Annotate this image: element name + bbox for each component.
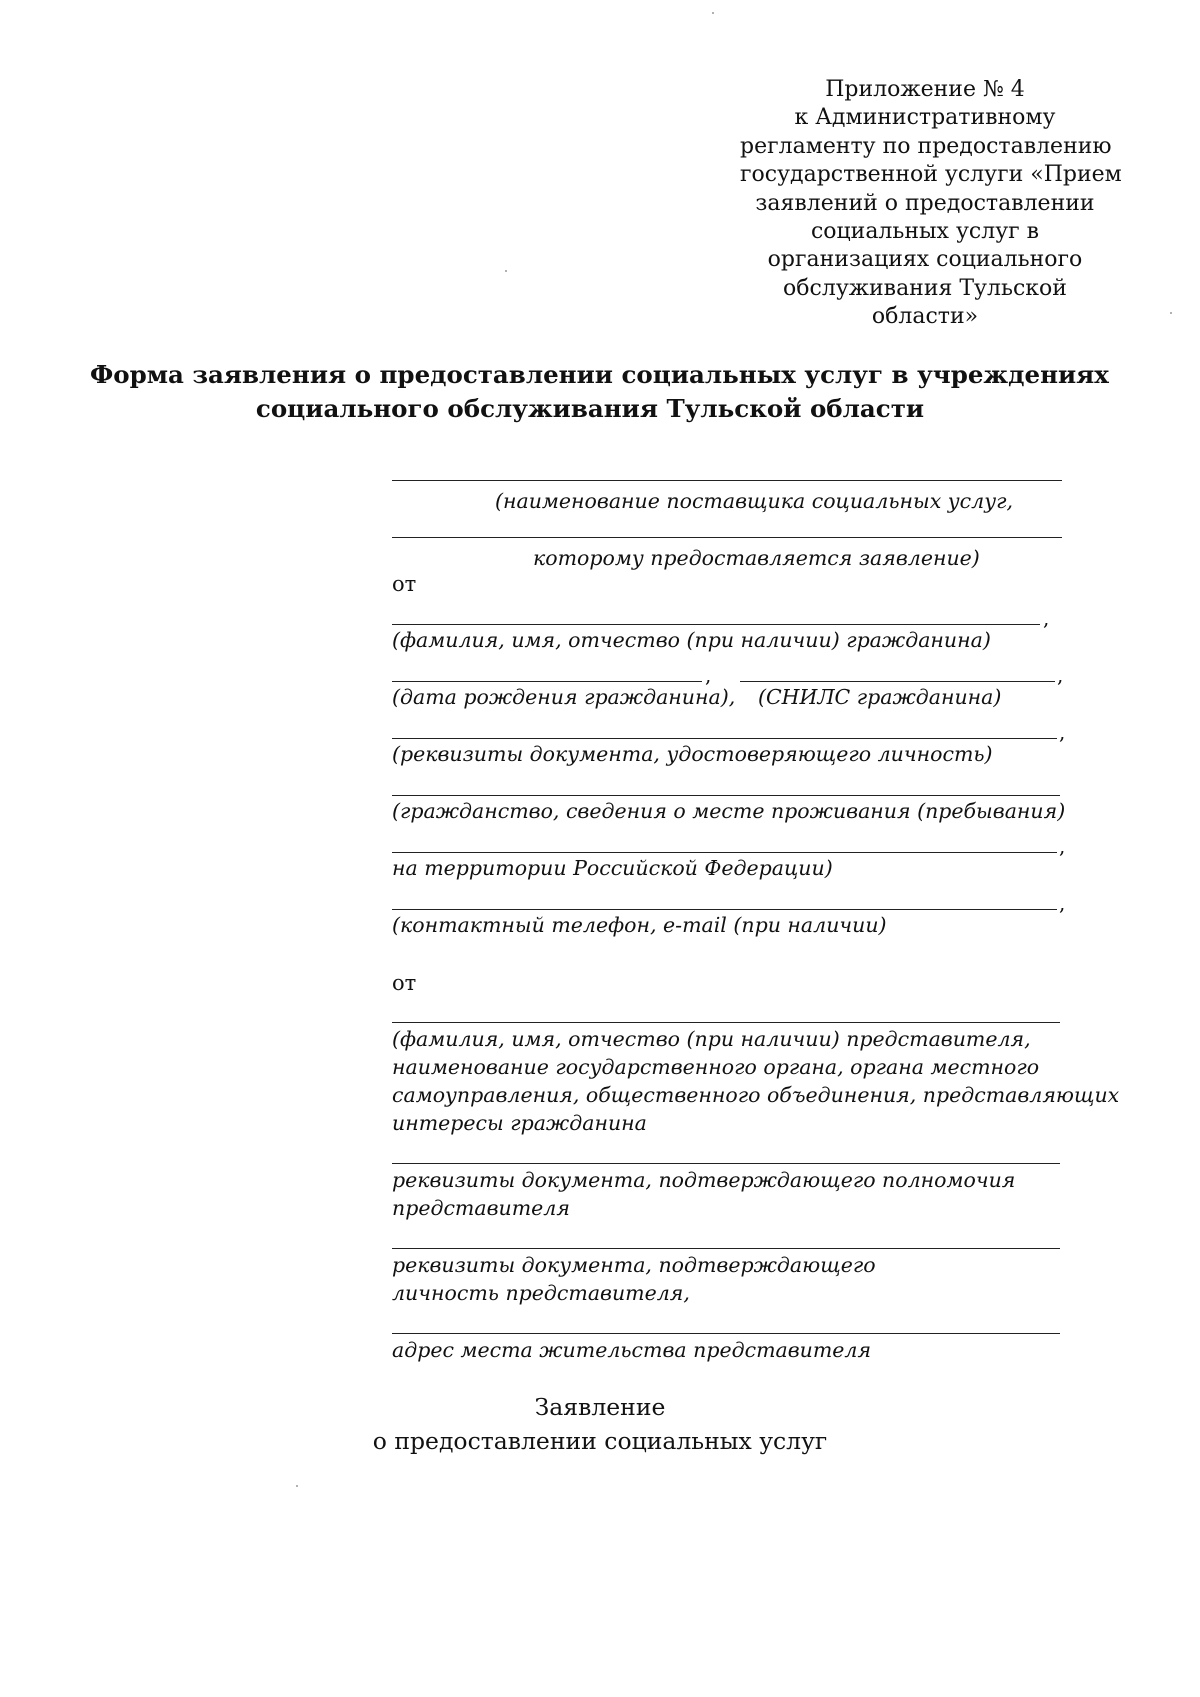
- id-document-caption: (реквизиты документа, удостоверяющего личность): [392, 742, 993, 766]
- appendix-line: Приложение № 4: [825, 77, 1025, 102]
- appendix-line: к Административному: [794, 105, 1056, 131]
- authority-document-line[interactable]: [392, 1163, 1060, 1164]
- appendix-line: организациях социального: [767, 247, 1083, 273]
- rep-id-doc-caption-2: личность представителя,: [392, 1281, 690, 1305]
- representative-caption-2: наименование государственного органа, органа местного: [392, 1055, 1040, 1079]
- comma: ,: [1059, 720, 1066, 744]
- appendix-line: социальных услуг в: [810, 219, 1040, 245]
- from-label-2: от: [392, 971, 417, 995]
- rep-id-doc-caption-1: реквизиты документа, подтверждающего: [392, 1253, 876, 1277]
- citizen-name-caption: (фамилия, имя, отчество (при наличии) гражданина): [392, 628, 991, 652]
- statement-title: Заявление: [534, 1393, 666, 1421]
- comma: ,: [1059, 834, 1066, 858]
- provider-caption-1: (наименование поставщика социальных услуг,: [495, 489, 1013, 513]
- form-title-line-1: Форма заявления о предоставлении социальных услуг в учреждениях: [90, 360, 1109, 389]
- provider-name-line-2[interactable]: [392, 537, 1062, 538]
- provider-caption-2: которому предоставляется заявление): [533, 546, 980, 570]
- residence-line[interactable]: [392, 852, 1057, 853]
- representative-caption-3: самоуправления, общественного объединения, представляющих: [392, 1083, 1120, 1107]
- comma: ,: [1057, 663, 1064, 687]
- provider-name-line[interactable]: [392, 480, 1062, 481]
- contact-caption: (контактный телефон, e-mail (при наличии): [392, 913, 887, 937]
- birth-date-line[interactable]: [392, 681, 702, 682]
- citizenship-line[interactable]: [392, 795, 1060, 796]
- scan-speck: [1170, 312, 1172, 314]
- representative-caption-1: (фамилия, имя, отчество (при наличии) представителя,: [392, 1027, 1031, 1051]
- rep-address-line[interactable]: [392, 1333, 1060, 1334]
- appendix-line: заявлений о предоставлении: [755, 190, 1095, 216]
- appendix-note: [740, 76, 1122, 332]
- rep-id-document-line[interactable]: [392, 1248, 1060, 1249]
- authority-doc-caption-2: представителя: [392, 1196, 570, 1220]
- from-label-1: от: [392, 572, 417, 596]
- appendix-line: области»: [871, 304, 979, 330]
- comma: ,: [1059, 891, 1066, 915]
- authority-doc-caption-1: реквизиты документа, подтверждающего полномочия: [392, 1168, 1016, 1192]
- citizenship-caption-1: (гражданство, сведения о месте проживания (пребывания): [392, 799, 1066, 823]
- scan-speck: [505, 270, 507, 272]
- form-title: [90, 358, 1109, 426]
- scan-speck: [712, 12, 714, 14]
- citizen-name-line[interactable]: [392, 624, 1040, 625]
- appendix-line: регламенту по предоставлению: [740, 133, 1112, 159]
- citizenship-caption-2: на территории Российской Федерации): [392, 856, 833, 880]
- representative-line[interactable]: [392, 1022, 1060, 1023]
- snils-line[interactable]: [740, 681, 1055, 682]
- appendix-line: обслуживания Тульской: [783, 275, 1067, 301]
- form-title-line-2: социального обслуживания Тульской области: [255, 394, 925, 423]
- rep-address-caption: адрес места жительства представителя: [392, 1338, 872, 1362]
- appendix-line: государственной услуги «Прием: [740, 162, 1122, 188]
- birth-date-caption: (дата рождения гражданина),: [392, 685, 736, 709]
- snils-caption: (СНИЛС гражданина): [758, 685, 1002, 709]
- id-document-line[interactable]: [392, 738, 1057, 739]
- contact-line[interactable]: [392, 909, 1057, 910]
- scan-speck: [296, 1485, 298, 1487]
- comma: ,: [705, 663, 712, 687]
- representative-caption-4: интересы гражданина: [392, 1111, 647, 1135]
- statement-subtitle: о предоставлении социальных услуг: [372, 1427, 828, 1455]
- comma: ,: [1043, 606, 1050, 630]
